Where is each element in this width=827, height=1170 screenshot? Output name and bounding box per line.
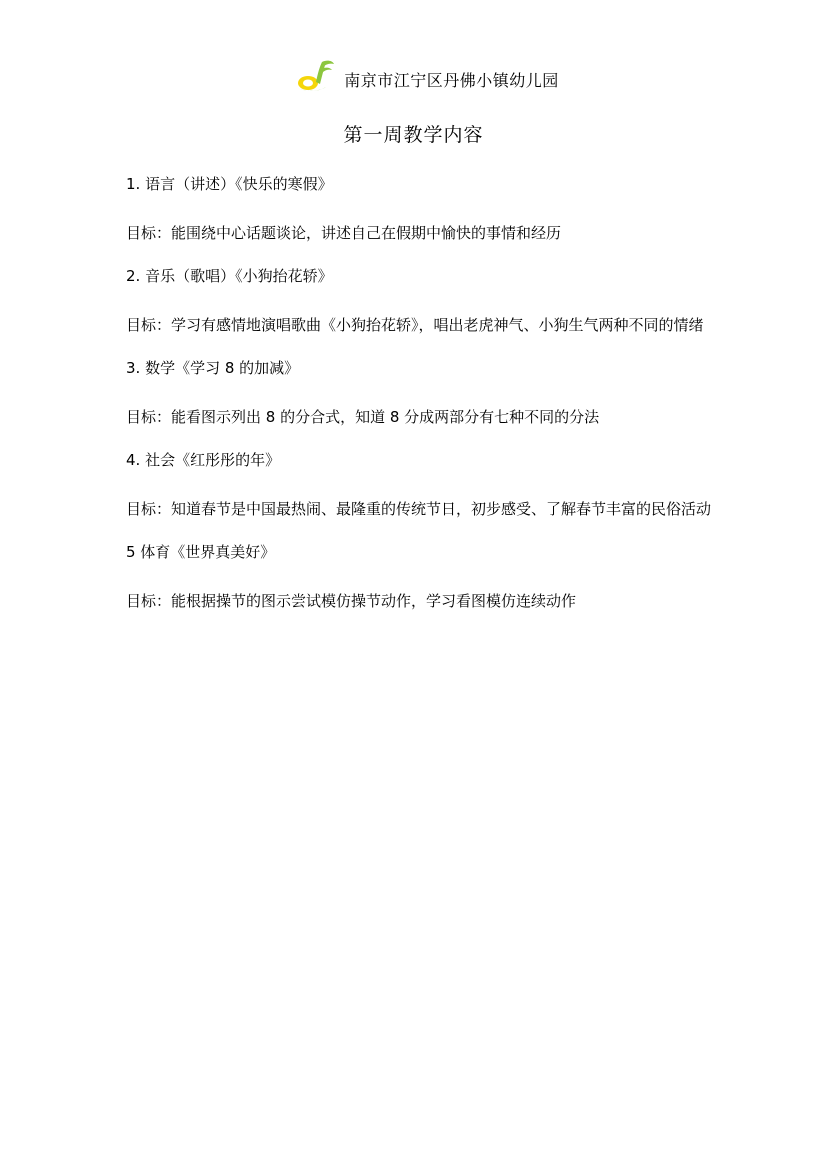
kindergarten-logo-icon (296, 58, 336, 94)
lesson-heading: 2. 音乐（歌唱）《小狗抬花轿》 (126, 267, 333, 285)
lesson-heading: 3. 数学《学习 8 的加减》 (126, 359, 300, 377)
lesson-heading: 4. 社会《红彤彤的年》 (126, 451, 281, 469)
lesson-list (126, 170, 716, 630)
school-name: 南京市江宁区丹佛小镇幼儿园 (344, 70, 559, 90)
lesson-item (126, 538, 716, 618)
lesson-item (126, 262, 716, 342)
lesson-item (126, 170, 716, 250)
page-title: 第一周教学内容 (343, 124, 484, 146)
lesson-goal: 目标：学习有感情地演唱歌曲《小狗抬花轿》，唱出老虎神气、小狗生气两种不同的情绪 (126, 316, 704, 334)
lesson-item (126, 446, 716, 526)
lesson-goal: 目标：能根据操节的图示尝试模仿操节动作，学习看图模仿连续动作 (126, 592, 577, 610)
lesson-goal: 目标：能看图示列出 8 的分合式，知道 8 分成两部分有七种不同的分法 (126, 408, 600, 426)
lesson-heading: 1. 语言（讲述）《快乐的寒假》 (126, 175, 333, 193)
document-header (0, 56, 827, 96)
lesson-goal: 目标：能围绕中心话题谈论，讲述自己在假期中愉快的事情和经历 (126, 224, 562, 242)
header-brand (296, 58, 559, 94)
lesson-heading: 5 体育《世界真美好》 (126, 543, 276, 561)
lesson-goal: 目标：知道春节是中国最热闹、最隆重的传统节日，初步感受、了解春节丰富的民俗活动 (126, 500, 712, 518)
lesson-item (126, 354, 716, 434)
